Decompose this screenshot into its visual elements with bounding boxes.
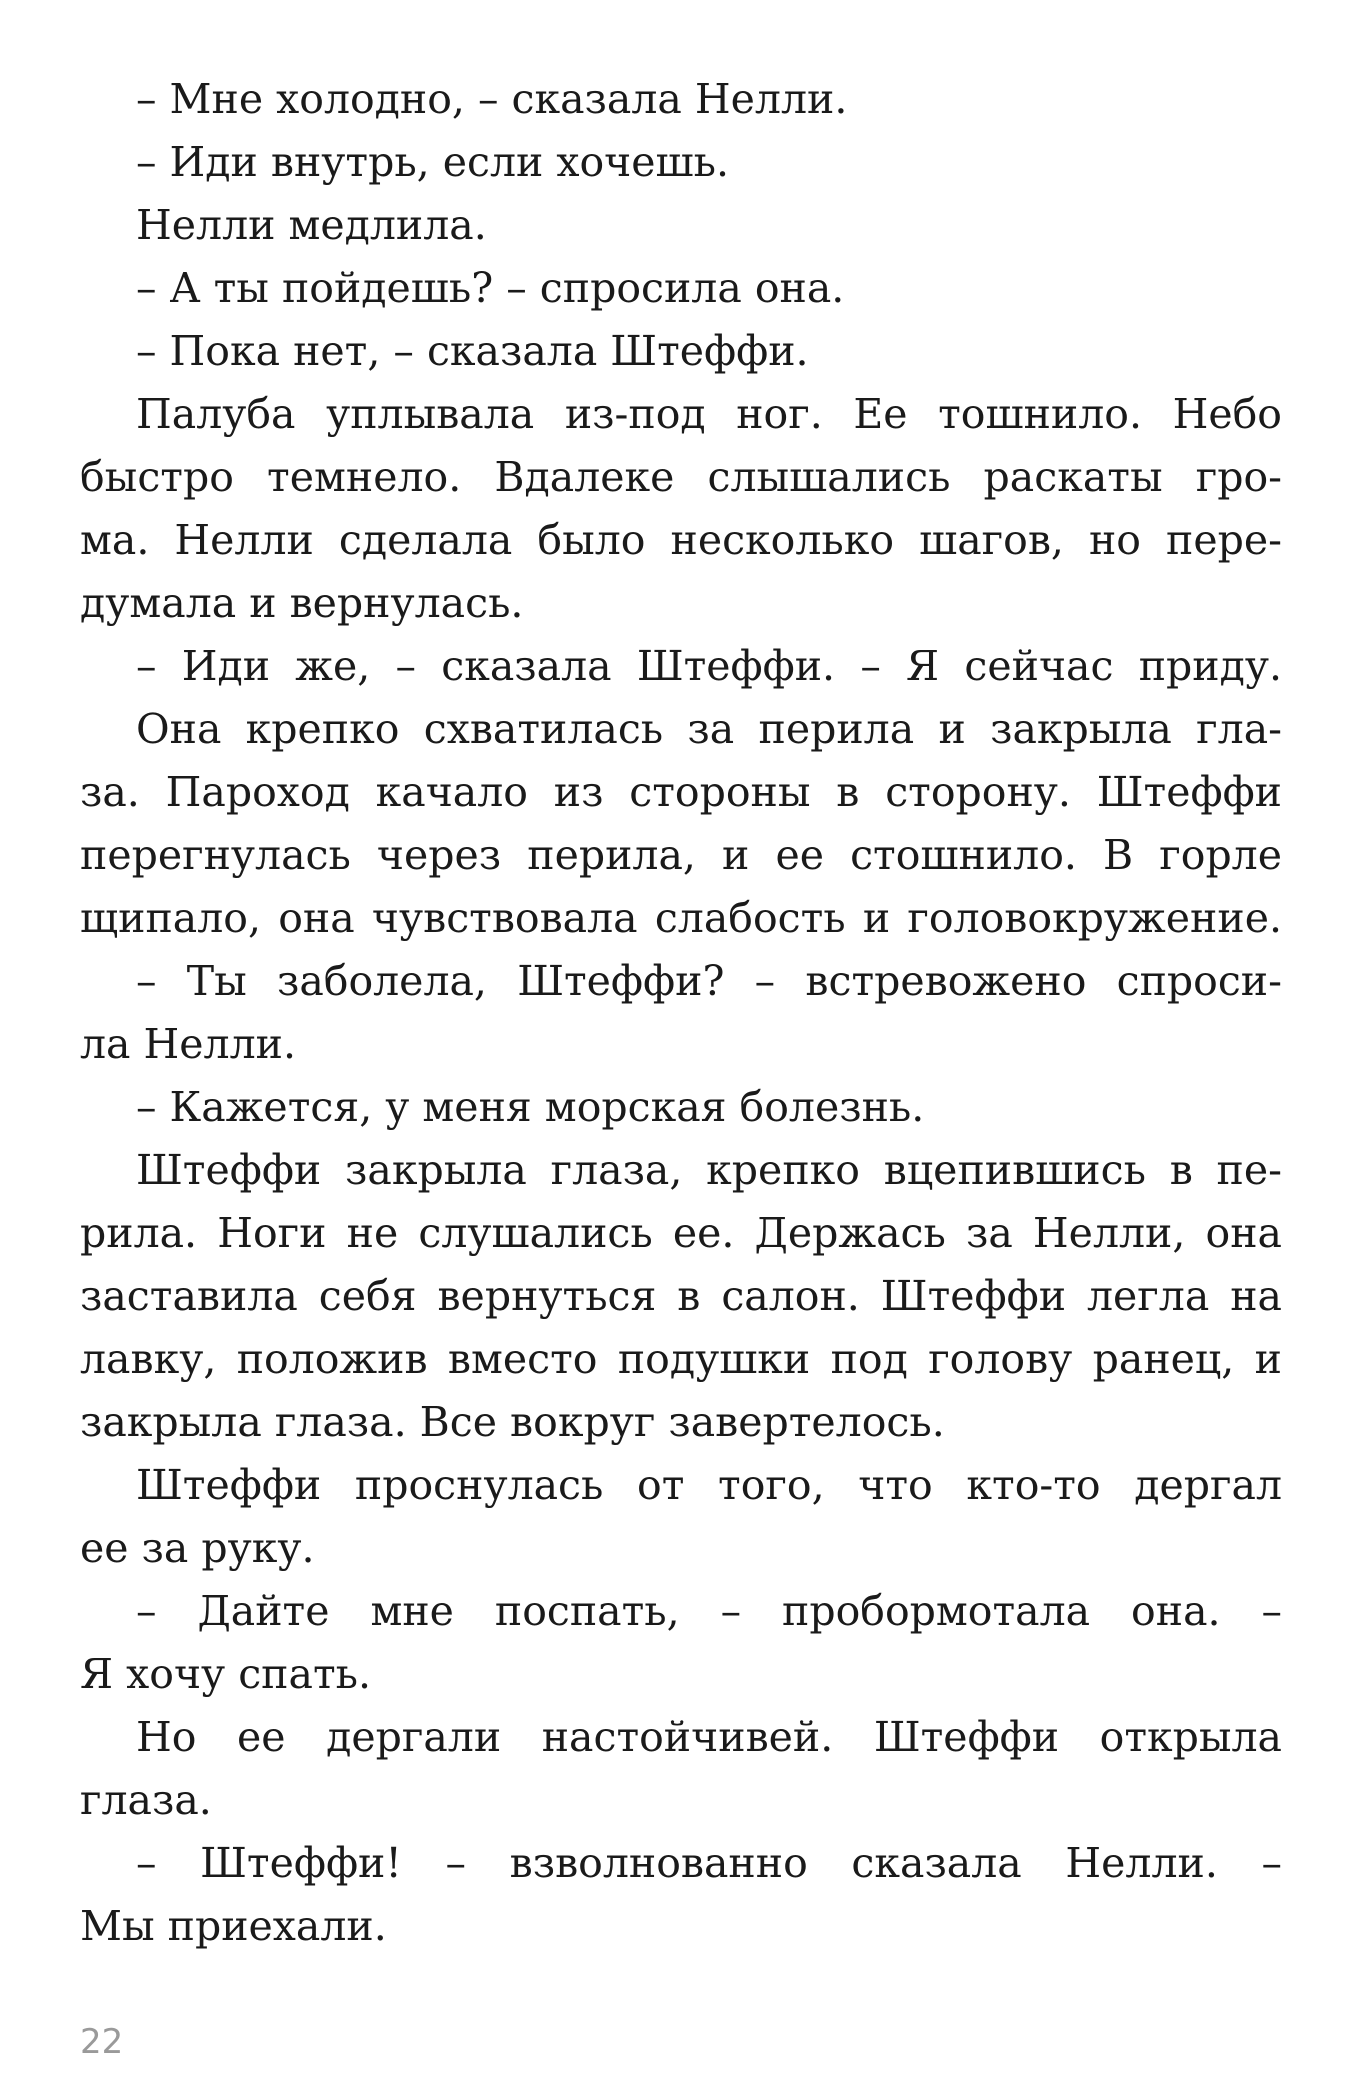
text-line: Мы приехали. — [80, 1902, 387, 1950]
text-line: Нелли медлила. — [136, 201, 487, 249]
text-line: лавку, положив вместо подушки под голову ранец, и — [80, 1335, 1282, 1383]
text-line: думала и вернулась. — [80, 579, 524, 627]
text-line: – Ты заболела, Штеффи? – встревожено спроси- — [136, 957, 1282, 1005]
text-line: щипало, она чувствовала слабость и головокружение. — [80, 894, 1282, 942]
text-line: перегнулась через перила, и ее стошнило. В горле — [80, 831, 1282, 879]
text-line: рила. Ноги не слушались ее. Держась за Нелли, она — [80, 1209, 1282, 1257]
text-line: за. Пароход качало из стороны в сторону. Штеффи — [80, 768, 1282, 816]
text-line: быстро темнело. Вдалеке слышались раскаты гро- — [80, 453, 1282, 501]
text-line: – А ты пойдешь? – спросила она. — [136, 264, 845, 312]
text-line: заставила себя вернуться в салон. Штеффи легла на — [80, 1272, 1282, 1320]
text-line: – Иди же, – сказала Штеффи. – Я сейчас приду. — [136, 642, 1282, 690]
text-line: Палуба уплывала из-под ног. Ее тошнило. Небо — [136, 390, 1282, 438]
text-line: – Иди внутрь, если хочешь. — [136, 138, 730, 186]
body-text — [80, 68, 1282, 1958]
text-line: – Пока нет, – сказала Штеффи. — [136, 327, 809, 375]
text-line: ла Нелли. — [80, 1020, 296, 1068]
page-number: 22 — [80, 2022, 124, 2062]
text-line: глаза. — [80, 1776, 212, 1824]
text-line: Я хочу спать. — [80, 1650, 371, 1698]
text-line: – Дайте мне поспать, – пробормотала она. – — [136, 1587, 1282, 1635]
text-line: закрыла глаза. Все вокруг завертелось. — [80, 1398, 945, 1446]
text-line: Но ее дергали настойчивей. Штеффи открыла — [136, 1713, 1282, 1761]
text-line: – Штеффи! – взволнованно сказала Нелли. – — [136, 1839, 1282, 1887]
text-line: ее за руку. — [80, 1524, 315, 1572]
text-line: Штеффи закрыла глаза, крепко вцепившись в пе- — [136, 1146, 1282, 1194]
text-line: – Кажется, у меня морская болезнь. — [136, 1083, 925, 1131]
text-line: Штеффи проснулась от того, что кто-то дергал — [136, 1461, 1282, 1509]
text-line: – Мне холодно, – сказала Нелли. — [136, 75, 848, 123]
text-line: Она крепко схватилась за перила и закрыла гла- — [136, 705, 1282, 753]
text-line: ма. Нелли сделала было несколько шагов, но пере- — [80, 516, 1282, 564]
